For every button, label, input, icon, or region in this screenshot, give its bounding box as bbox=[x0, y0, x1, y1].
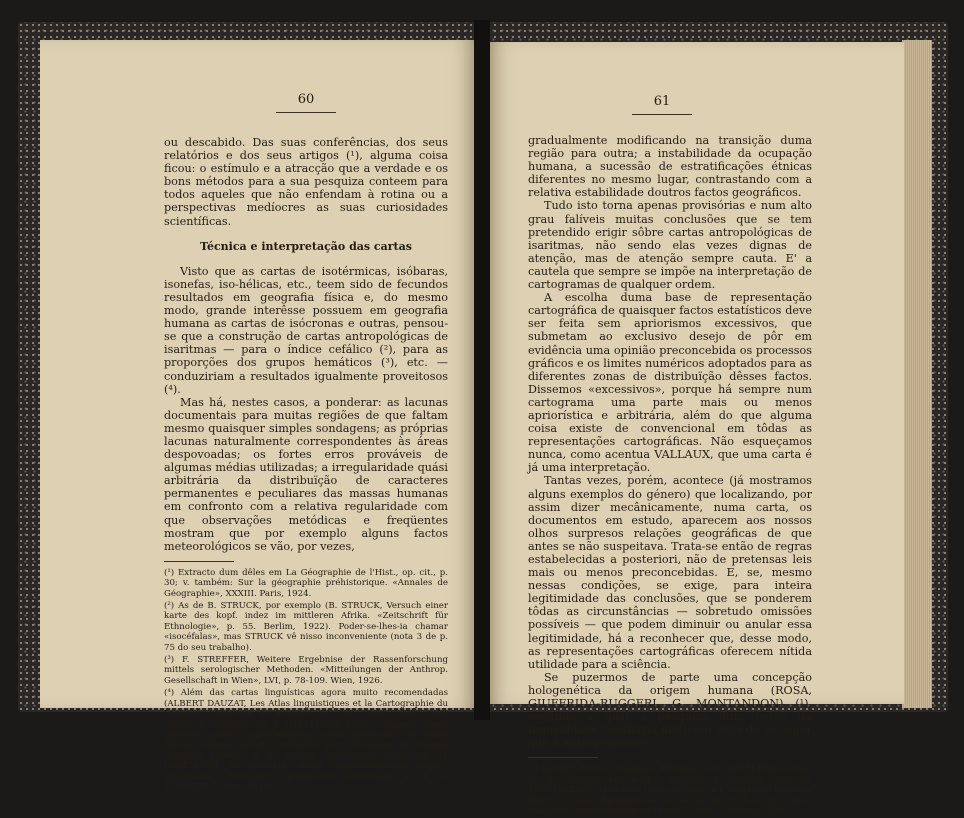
right-page bbox=[486, 42, 904, 817]
book-gutter bbox=[474, 20, 490, 720]
paragraph: A escolha duma base de representação cartográfica de quaisquer factos estatísticos deve ser feita sem apriorismos excessivos, que submetam ao exclusivo desejo de pôr em evidência uma opinião preconcebida os processos gráficos e os limites numéricos adoptados para as diferentes zonas de distribuïção dêsses factos. Dissemos «excessivos», porque há sempre num cartograma uma parte mais ou menos apriorística e arbitrária, além do que alguma coisa existe de convencional em tôdas as representações cartográficas. Não esqueçamos nunca, como acentua VALLAUX, que uma carta é já uma interpretação. bbox=[528, 291, 812, 475]
footnote: (⁴) Além das cartas linguísticas agora muito recomendadas (ALBERT DAUZAT, Les Atlas linguistiques et la Cartographie du Langage. «Mercure de France», n.º 732. Paris, 1928), cabe referir a tentativa de J. IMBELLONI para o traçado duma primeira cadeia isoglossemática oceano-americana. Os anéis dessas cadeias seriam formados por glossemas da mesma natureza fonética e da mesma significação semântica. (J. IMBELLONI, La première chaîne isoglossématique océano-américaine. «Festschrift, publication d'hommage au P. W. SCHMIDT». Wien, 1928). bbox=[164, 688, 448, 792]
paragraph: Tudo isto torna apenas provisórias e num alto grau falíveis muitas conclusões que se tem pretendido erigir sôbre cartas antropológicas de isaritmas, não sendo elas vezes dignas de atenção, mas de atenção sempre cauta. E' a cautela que sempre se impõe na interpretação de cartogramas de qualquer ordem. bbox=[528, 199, 812, 292]
right-page-text bbox=[528, 134, 812, 818]
footnotes bbox=[164, 568, 448, 793]
section-heading: Técnica e interpretação das cartas bbox=[200, 239, 412, 253]
paragraph: Tantas vezes, porém, acontece (já mostramos alguns exemplos do género) que localizando, por assim dizer mecânicamente, numa carta, os documentos em estudo, aparecem aos nossos olhos surpresos relações geográficas de que antes se não suspeitava. Trata-se então de regras estabelecidas a posteriori, não de pretensas leis mais ou menos preconcebidas. E, se, mesmo nessas condições, se exige, para inteira legitimidade das conclusões, que se ponderem tôdas as circunstâncias — sobretudo omissões possíveis — que podem diminuir ou anular essa legitimidade, há a reconhecer que, desse modo, as representações cartográficas oferecem nítida utilidade para a sciência. bbox=[528, 474, 812, 671]
footnote: (³) F. STREFFER, Weitere Ergebnise der Rassenforschung mittels serologischer Methoden. «Mitteilungen der Anthrop. Gesellschaft in Wien», LVI, p. 78-109. Wien, 1926. bbox=[164, 655, 448, 686]
page-number-left: 60 bbox=[297, 92, 315, 107]
footnote-rule bbox=[528, 757, 598, 758]
paragraph: gradualmente modificando na transição duma região para outra; a instabilidade da ocupação humana, a sucessão de estratificações étnicas diferentes no mesmo lugar, contrastando com a relativa estabilidade doutros factos geográficos. bbox=[528, 134, 812, 200]
header-rule-left bbox=[276, 112, 336, 113]
paragraph: Se puzermos de parte uma concepção hologenética da origem humana (ROSA, GIUFFRIDA-RUGGERI, G. MONTANDON) (¹), segundo a qual a pesquiza dum berço da humanidade resultaria inútil em vista de se supor que a antropogénese bbox=[528, 670, 812, 750]
left-page-text bbox=[164, 136, 448, 794]
footnote: (¹) Extracto dum dêles em La Géographie de l'Hist., op. cit., p. 30; v. também: Sur la géographie préhistorique. «Annales de Géographie», XXXIII. Paris, 1924. bbox=[164, 567, 448, 599]
paragraph: Visto que as cartas de isotérmicas, isóbaras, isonefas, iso-hélicas, etc., teem sido de fecundos resultados em geografia física e, do mesmo modo, grande interêsse possuem em geografia humana as cartas de isócronas e outras, pensou-se que a construção de cartas antropológicas de isaritmas — para o índice cefálico (²), para as proporções dos grupos hemáticos (³), etc. — conduziriam a resultados igualmente proveitosos (⁴). bbox=[164, 264, 448, 396]
header-rule-right bbox=[632, 114, 692, 115]
page-number-right: 61 bbox=[653, 94, 671, 109]
paragraph: ou descabido. Das suas conferências, dos seus relatórios e dos seus artigos (¹), alguma coisa ficou: o estímulo e a atracção que a verdade e os bons métodos para a sua pesquiza conteem para todos aqueles que não enfendam à rotina ou a perspectivas medíocres as suas curiosidades scientíficas. bbox=[164, 136, 448, 228]
page-edges bbox=[902, 40, 932, 708]
paragraph: Mas há, nestes casos, a ponderar: as lacunas documentais para muitas regiões de que faltam mesmo quaisquer simples sondagens; as próprias lacunas naturalmente correspondentes às áreas despovoadas; os fortes erros prováveis de algumas médias utilizadas; a irregularidade quási arbitrária da distribuïção de caracteres permanentes e peculiares das massas humanas em confronto com a relativa regularidade com que observações metódicas e freqüentes mostram que por exemplo alguns factos meteorológicos se vão, por vezes, bbox=[164, 395, 448, 553]
footnote-rule bbox=[164, 561, 234, 562]
footnote: (²) As de B. STRUCK, por exemplo (B. STRUCK, Versuch einer karte des kopf. indez im mittleren Afrika. «Zeitschrift für Ethnologie», p. 55. Berlim, 1922). Poder-se-lhes-ia chamar «isocéfalas», mas STRUCK vê nisso inconveniente (nota 3 de p. 75 do seu trabalho). bbox=[164, 601, 448, 653]
footnotes bbox=[528, 764, 812, 816]
footnote: (¹) DANIEL ROSA, Ologenesi. Firenze, 1918. GIUFFRIDA ocupa-se do assunto em muitos estudos. O recente livro de MONTANDON sôbre essa teoria intitula-se L'ologenèse humaine (Paris, 1928). Referindo-se à teoria de ROSA em vários trabalhos, especialmente no Homo (2.ª ed., Coimbra, 1926). bbox=[528, 764, 812, 817]
left-page bbox=[40, 40, 478, 792]
